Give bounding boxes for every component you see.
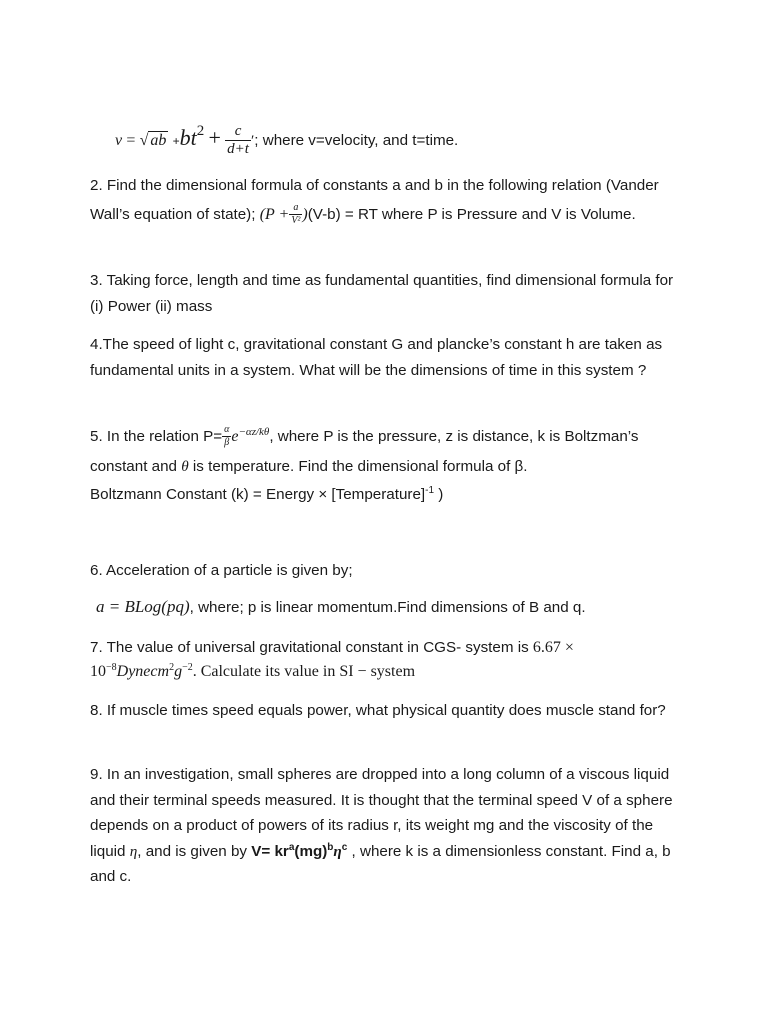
question-4 (90, 332, 690, 383)
q1-line (115, 118, 715, 161)
q1-plus2: + (208, 125, 221, 150)
q9-bold-b: (mg) (294, 842, 328, 860)
q4-text: 4.The speed of light c, gravitational constant G and plancke’s constant h are taken as fundamental units in a system. What will be the dimensions of time in this system ? (90, 336, 663, 379)
q5-boltzmann-line (90, 482, 690, 508)
question-9 (90, 762, 690, 890)
q9-mid: , and is given by (137, 842, 248, 860)
q2-frac-den: V² (291, 214, 301, 226)
q5-line3-b: ) (434, 486, 444, 503)
q5-fraction (222, 425, 231, 448)
q2-paren-open: (P + (259, 205, 290, 223)
q9-bold-eta: η (333, 842, 342, 860)
q9-exp-a: a (288, 841, 295, 853)
q1-plus1: + (172, 134, 180, 148)
q5-e: e (231, 428, 239, 445)
q5-line3-exp: -1 (425, 485, 435, 496)
q5-theta: θ (181, 458, 189, 475)
q1-prime: ′ (250, 132, 255, 149)
question-2 (90, 172, 690, 229)
q8-text: 8. If muscle times speed equals power, what physical quantity does muscle stand for? (90, 702, 666, 719)
q5-frac-den: β (224, 437, 230, 449)
q7-tail: . Calculate its value in SI − system (192, 663, 416, 680)
question-6 (90, 558, 690, 584)
q6-line1: 6. Acceleration of a particle is given by; (90, 562, 353, 579)
q9-eta: η (129, 842, 138, 860)
q2-frac-num: a (289, 203, 302, 215)
q1-exp2: 2 (196, 123, 205, 139)
q7-unit-exp2: −2 (182, 662, 193, 673)
q2-lead: 2. Find the dimensional formula of constants a and b in the following relation (Vander Wall’s equation of state); (90, 177, 659, 223)
q1-frac-den: d+t (227, 141, 249, 158)
q7-value: 6.67 × (532, 639, 574, 656)
q3-text: 3. Taking force, length and time as fundamental quantities, find dimensional formula for (i) Power (ii) mass (90, 272, 674, 315)
q7-unit-exp1: 2 (169, 662, 175, 673)
question-8 (90, 698, 690, 724)
q1-bt: bt (179, 125, 197, 150)
q5-exp: −αz/kθ (238, 426, 270, 438)
q5-frac-num: α (224, 424, 230, 436)
q1-fraction (225, 124, 251, 157)
q7-line2 (90, 659, 690, 685)
q5-lead: 5. In the relation P= (90, 428, 223, 445)
q5-mid: , where P is the pressure, z is distance, k is Boltzman’s constant and (90, 428, 639, 475)
q7-unit-g: g (174, 663, 183, 680)
q2-tail: (V-b) = RT where P is Pressure and V is Volume. (307, 205, 636, 223)
q9-bold-a: V= kr (251, 842, 289, 860)
q6-tail: , where; p is linear momentum.Find dimensions of B and q. (189, 599, 586, 616)
q7-lead: 7. The value of universal gravitational constant in CGS- system is (90, 639, 529, 656)
q9-formula (251, 843, 347, 860)
q1-ab: ab (150, 132, 167, 149)
question-3 (90, 268, 690, 319)
q9-lead: 9. In an investigation, small spheres are dropped into a long column of a viscous liquid and their terminal speeds measured. It is thought that the terminal speed V of a sphere depends on a product of powers of its radius r, its weight mg and the viscosity of the liquid (90, 766, 673, 860)
q1-tail: ; where v=velocity, and t=time. (254, 132, 459, 149)
q6-formula-line (96, 594, 696, 621)
q9-exp-c: c (341, 841, 348, 853)
q1-eq: = (126, 132, 136, 149)
q5-tail: is temperature. Find the dimensional formula of β. (192, 458, 528, 475)
q7-pow-base: 10 (90, 663, 106, 680)
q2-paren-close: ) (302, 205, 308, 223)
q1-v: v (115, 132, 123, 149)
q6-formula: a = BLog(pq) (96, 597, 190, 616)
q1-frac-num: c (225, 124, 251, 141)
q9-exp-b: b (327, 841, 334, 853)
q7-unit: Dynecm (116, 663, 170, 680)
question-5 (90, 422, 690, 482)
question-7 (90, 635, 690, 661)
q7-pow-exp: −8 (106, 662, 117, 673)
q2-fraction (289, 203, 302, 226)
q9-tail: , where k is a dimensionless constant. Find a, b and c. (90, 842, 671, 885)
q1-sqrt-sign: √ (139, 132, 149, 149)
q5-line3-a: Boltzmann Constant (k) = Energy × [Temperature] (90, 486, 426, 503)
